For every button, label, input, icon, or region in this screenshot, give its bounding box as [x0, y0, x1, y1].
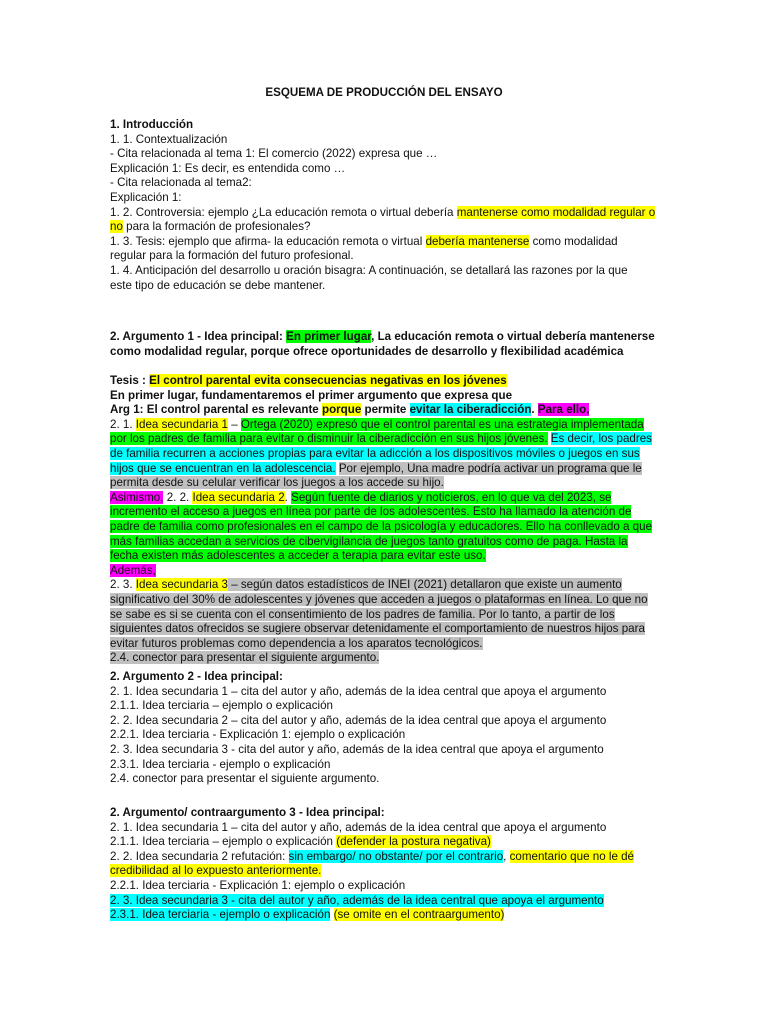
text-run: 2. Argumento 1 - Idea principal: [110, 330, 287, 343]
text-line [110, 622, 655, 637]
text-run: . [284, 490, 292, 504]
highlight-magenta: Además, [110, 563, 156, 577]
text-run: 2.1.1. Idea terciaria – ejemplo o explicación [110, 835, 337, 849]
text-line [110, 535, 655, 550]
text-run: Arg 1: El control parental es relevante [110, 403, 322, 417]
text-line [110, 850, 655, 865]
highlight-cyan: 2.3.1. Idea terciaria - ejemplo o explicación [110, 908, 331, 922]
tesis-line [110, 374, 655, 389]
highlight-cyan: sin embargo/ no obstante/ por el contrario [288, 849, 504, 863]
highlight-yellow: Idea secundaria 2 [192, 490, 285, 504]
highlight-yellow: credibilidad al lo expuesto anteriormente. [110, 864, 322, 878]
text-run: Tesis : [110, 374, 150, 387]
text-run: 2. 2. Idea secundaria 2 refutación: [110, 849, 289, 863]
text-line [110, 206, 655, 221]
text-line: como modalidad regular, porque ofrece oportunidades de desarrollo y flexibilidad académica [110, 344, 624, 358]
text-line [110, 235, 655, 250]
highlight-yellow: comentario que no le dé [509, 849, 635, 863]
text-line: 2. 2. Idea secundaria 2 – cita del autor y año, además de la idea central que apoya el argumento [110, 713, 607, 727]
text-line: 1. 1. Contextualización [110, 132, 228, 146]
text-line: 1. 4. Anticipación del desarrollo u oración bisagra: A continuación, se detallará las razones por la que [110, 263, 628, 277]
highlight-cyan: hijos que se encuentran en la adolescencia. [110, 461, 336, 475]
text-line: - Cita relacionada al tema 1: El comercio (2022) expresa que … [110, 147, 438, 161]
text-line [110, 637, 655, 652]
text-line [110, 578, 655, 593]
text-run: permite [361, 403, 410, 417]
text-run: . [531, 403, 538, 417]
text-line: 2.2.1. Idea terciaria - Explicación 1: ejemplo o explicación [110, 878, 406, 892]
text-line [110, 864, 655, 879]
document-title: ESQUEMA DE PRODUCCIÓN DEL ENSAYO [265, 86, 503, 99]
text-run: , La educación remota o virtual debería mantenerse [371, 330, 655, 343]
section-tesis [110, 374, 655, 666]
highlight-magenta: Para ello, [537, 403, 590, 417]
text-line [110, 418, 655, 433]
highlight-cyan: de familia recurren a acciones propias para evitar la adicción a los dispositivos móviles o juegos en sus [110, 446, 640, 460]
text-line [110, 505, 655, 520]
text-run: , [503, 849, 510, 863]
text-run: 1. 3. Tesis: ejemplo que afirma- la educación remota o virtual [110, 234, 426, 248]
highlight-gray: siguientes datos ofrecidos se sugiere observar detenidamente el comportamiento de nuestros hijos para [110, 622, 645, 636]
highlight-yellow: (se omite en el contraargumento) [333, 908, 505, 922]
text-line [110, 908, 655, 923]
text-line: 2. 1. Idea secundaria 1 – cita del autor y año, además de la idea central que apoya el argumento [110, 820, 607, 834]
highlight-green: incremento el acceso a juegos en línea por parte de los adolescentes. Esto ha llamado la atención de [110, 505, 632, 519]
text-line: 2.2.1. Idea terciaria - Explicación 1: ejemplo o explicación [110, 728, 406, 742]
text-run: como modalidad [529, 234, 618, 248]
highlight-yellow: (defender la postura negativa) [336, 835, 491, 849]
section-argumento-2 [110, 670, 655, 787]
text-line: 2.1.1. Idea terciaria – ejemplo o explicación [110, 699, 333, 713]
text-line: regular para la formación del futuro profesional. [110, 249, 354, 263]
highlight-green: En primer lugar [286, 330, 372, 343]
text-line [110, 432, 655, 447]
highlight-yellow: mantenerse como modalidad regular o [456, 205, 656, 219]
highlight-yellow: Idea secundaria 3 [135, 578, 228, 592]
highlight-magenta: Asimismo, [110, 490, 164, 504]
text-line: Explicación 1: [110, 190, 182, 204]
highlight-yellow: porque [321, 403, 362, 417]
highlight-cyan: 2. 3. Idea secundaria 3 - cita del autor y año, además de la idea central que apoya el argumento [110, 893, 604, 907]
highlight-gray: Por ejemplo, Una madre podría activar un programa que le [338, 461, 642, 475]
highlight-gray: significativo del 30% de adolescentes y jóvenes que acceden a juegos o plataformas en línea. Lo que no [110, 592, 648, 606]
text-line: - Cita relacionada al tema2: [110, 176, 252, 190]
highlight-yellow: El control parental evita consecuencias negativas en los jóvenes [149, 374, 507, 387]
text-line [110, 894, 655, 909]
heading-argumento-1 [110, 330, 655, 345]
text-line [110, 476, 655, 491]
highlight-gray: 2.4. conector para presentar el siguiente argumento. [110, 651, 380, 665]
heading-argumento-2: 2. Argumento 2 - Idea principal: [110, 670, 283, 683]
text-run: para la formación de profesionales? [122, 220, 311, 234]
heading-introduccion: 1. Introducción [110, 118, 194, 131]
text-line [110, 491, 655, 506]
text-line [110, 403, 655, 418]
text-line [110, 220, 655, 235]
highlight-green: Ortega (2020) expresó que el control parental es una estrategia implementada [240, 417, 644, 431]
text-run: 2. 1. [110, 417, 136, 431]
text-run: 2. 3. [110, 578, 136, 592]
text-run: 2. 2. [163, 490, 193, 504]
highlight-gray: se sabe es si se cuenta con el consentimiento de los padres de familia. Por lo tanto, a partir de los [110, 607, 615, 621]
text-line: En primer lugar, fundamentaremos el primer argumento que expresa que [110, 388, 513, 402]
section-argumento-1 [110, 330, 655, 359]
section-argumento-3 [110, 806, 655, 923]
text-line [110, 447, 655, 462]
text-line: 2. 1. Idea secundaria 1 – cita del autor y año, además de la idea central que apoya el argumento [110, 684, 607, 698]
text-line [110, 549, 655, 564]
text-line [110, 593, 655, 608]
highlight-green: más familias accedan a servicios de cibervigilancia de juegos tanto gratuitos como de paga. Hasta la [110, 534, 628, 548]
text-line [110, 462, 655, 477]
text-line [110, 520, 655, 535]
text-run: – [227, 417, 241, 431]
highlight-green: padre de familia como profesionales en el campo de la psicología y educadores. Ello ha conllevado a que [110, 519, 653, 533]
highlight-yellow: Idea secundaria 1 [135, 417, 228, 431]
highlight-yellow: debería mantenerse [425, 234, 530, 248]
text-line [110, 608, 655, 623]
text-line: este tipo de educación se debe mantener. [110, 278, 326, 292]
section-introduccion [110, 118, 655, 293]
text-line: 2. 3. Idea secundaria 3 - cita del autor y año, además de la idea central que apoya el argumento [110, 742, 604, 756]
highlight-yellow: no [110, 220, 123, 234]
highlight-gray: permita desde su celular verificar los juegos a los accede su hijo. [110, 476, 444, 490]
heading-argumento-3: 2. Argumento/ contraargumento 3 - Idea principal: [110, 806, 385, 819]
text-line [110, 651, 655, 666]
text-line: Explicación 1: Es decir, es entendida como … [110, 161, 346, 175]
highlight-green: fecha existen más adolescentes a acceder a terapia para evitar este uso. [110, 549, 486, 563]
text-line [110, 564, 655, 579]
text-line [110, 835, 655, 850]
highlight-gray: – según datos estadísticos de INEI (2021) detallaron que existe un aumento [227, 578, 622, 592]
highlight-green: Según fuente de diarios y noticieros, en lo que va del 2023, se [291, 490, 612, 504]
highlight-green: por los padres de familia para evitar o disminuir la ciberadicción en sus hijos jóvenes. [110, 432, 548, 446]
text-line: 2.3.1. Idea terciaria - ejemplo o explicación [110, 757, 331, 771]
highlight-cyan: evitar la ciberadicción [409, 403, 532, 417]
text-line: 2.4. conector para presentar el siguiente argumento. [110, 772, 380, 786]
text-run: 1. 2. Controversia: ejemplo ¿La educación remota o virtual debería [110, 205, 457, 219]
highlight-cyan: Es decir, los padres [550, 432, 652, 446]
highlight-gray: evitar futuros problemas como dependencia a los aparatos tecnológicos. [110, 636, 483, 650]
